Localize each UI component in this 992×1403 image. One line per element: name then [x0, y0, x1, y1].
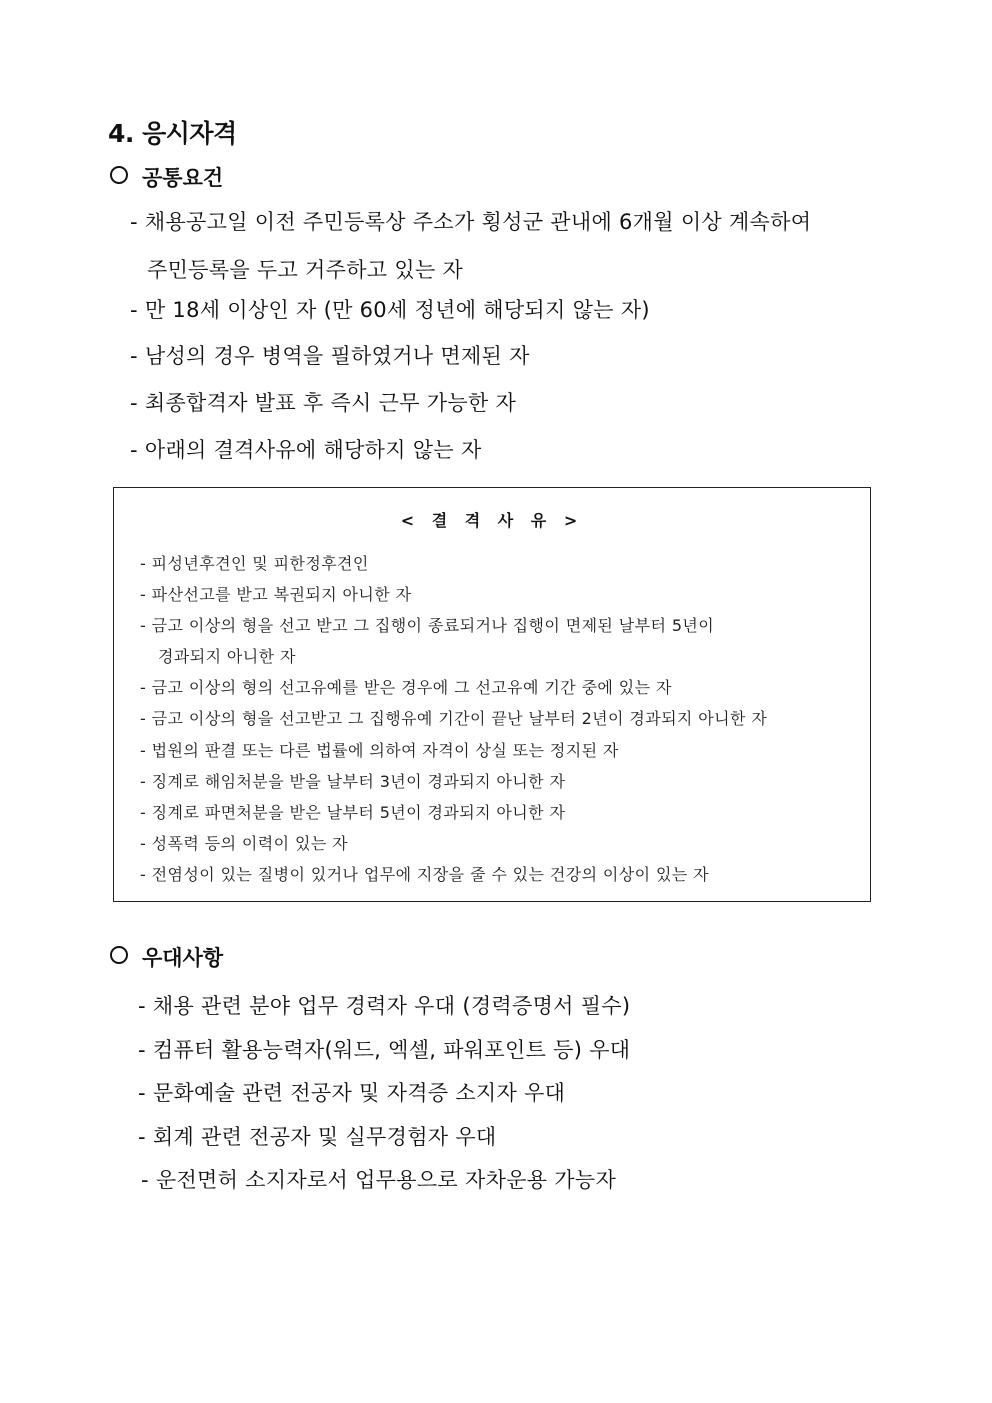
common-item: 주민등록을 두고 거주하고 있는 자 [147, 258, 464, 282]
preference-item: - 채용 관련 분야 업무 경력자 우대 (경력증명서 필수) [138, 994, 631, 1018]
disqualification-title: < 결 격 사 유 > [400, 511, 584, 530]
disqualification-item: 경과되지 아니한 자 [158, 647, 296, 666]
common-item: - 만 18세 이상인 자 (만 60세 정년에 해당되지 않는 자) [130, 298, 650, 322]
common-item: - 남성의 경우 병역을 필하였거나 면제된 자 [130, 344, 530, 368]
disqualification-item: - 법원의 판결 또는 다른 법률에 의하여 자격이 상실 또는 정지된 자 [140, 741, 619, 760]
disqualification-item: - 금고 이상의 형의 선고유예를 받은 경우에 그 선고유예 기간 중에 있는 자 [140, 678, 672, 697]
common-item: - 최종합격자 발표 후 즉시 근무 가능한 자 [130, 391, 517, 415]
disqualification-item: - 금고 이상의 형을 선고 받고 그 집행이 종료되거나 집행이 면제된 날부터 5년이 [140, 616, 715, 635]
circle-bullet-icon [110, 166, 128, 184]
preference-item: - 운전면허 소지자로서 업무용으로 자차운용 가능자 [141, 1168, 617, 1192]
common-item: - 채용공고일 이전 주민등록상 주소가 횡성군 관내에 6개월 이상 계속하여 [130, 210, 812, 234]
preference-item: - 회계 관련 전공자 및 실무경험자 우대 [138, 1125, 497, 1149]
common-heading-label: 공통요건 [142, 166, 224, 190]
preference-heading [110, 942, 223, 972]
preference-item: - 문화예술 관련 전공자 및 자격증 소지자 우대 [138, 1081, 566, 1105]
disqualification-item: - 피성년후견인 및 피한정후견인 [140, 554, 369, 573]
disqualification-item: - 성폭력 등의 이력이 있는 자 [140, 834, 349, 853]
disqualification-box [113, 487, 871, 902]
preference-heading-label: 우대사항 [142, 946, 224, 970]
disqualification-item: - 전염성이 있는 질병이 있거나 업무에 지장을 줄 수 있는 건강의 이상이 있는 자 [140, 865, 710, 884]
disqualification-item: - 징계로 파면처분을 받은 날부터 5년이 경과되지 아니한 자 [140, 803, 566, 822]
disqualification-item: - 징계로 해임처분을 받을 날부터 3년이 경과되지 아니한 자 [140, 772, 566, 791]
common-item: - 아래의 결격사유에 해당하지 않는 자 [130, 438, 482, 462]
section-title: 4. 응시자격 [108, 119, 237, 148]
disqualification-item: - 금고 이상의 형을 선고받고 그 집행유예 기간이 끝난 날부터 2년이 경과되지 아니한 자 [140, 709, 768, 728]
preference-item: - 컴퓨터 활용능력자(워드, 엑셀, 파워포인트 등) 우대 [138, 1038, 631, 1062]
circle-bullet-icon [110, 946, 128, 964]
disqualification-item: - 파산선고를 받고 복권되지 아니한 자 [140, 585, 412, 604]
common-heading [110, 162, 223, 192]
